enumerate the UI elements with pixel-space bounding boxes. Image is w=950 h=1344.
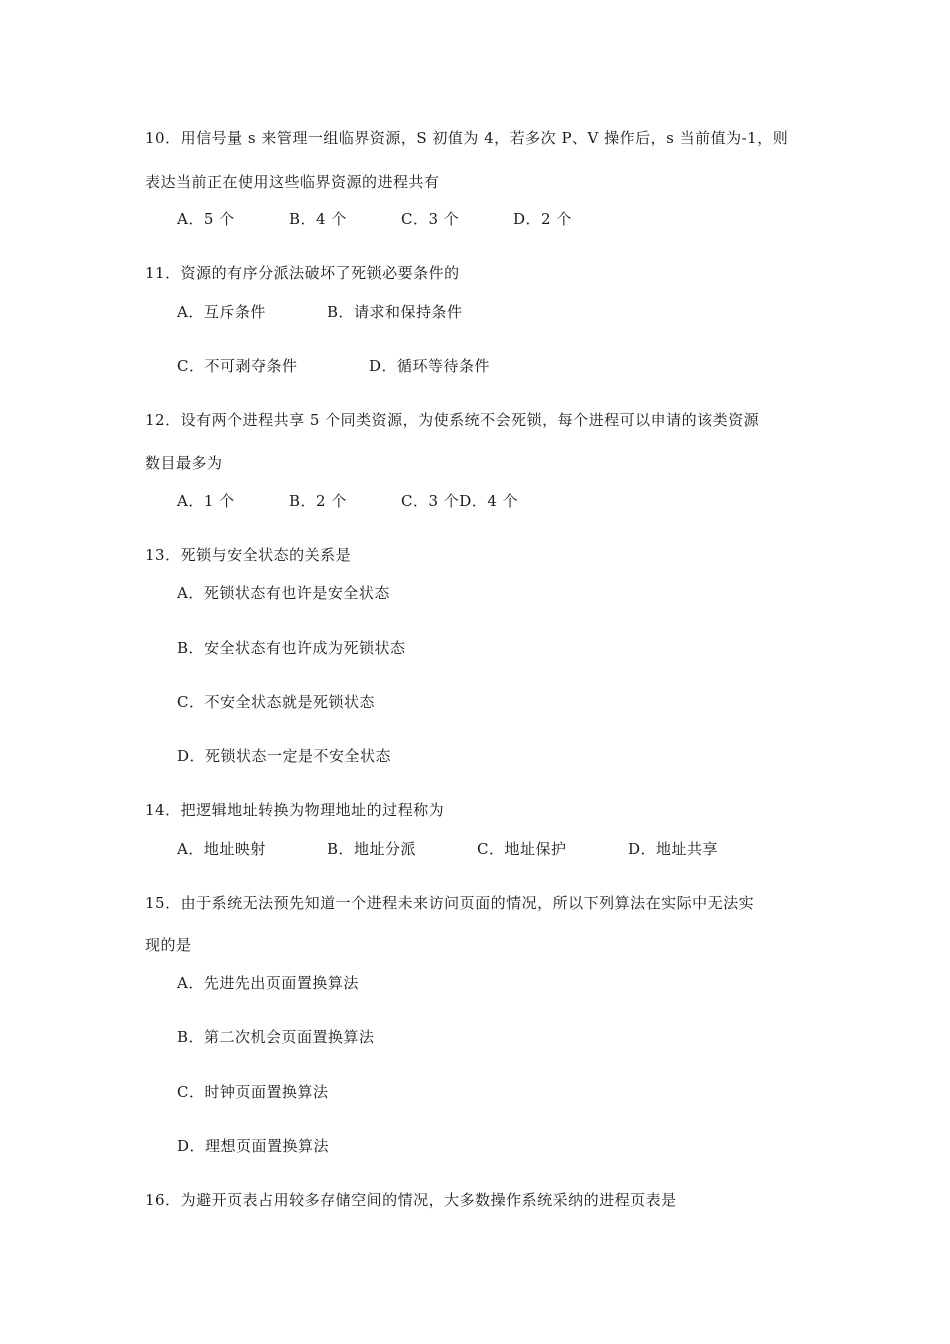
question-14-option-c: C．地址保护 <box>477 840 567 858</box>
question-10-option-d: D．2 个 <box>513 210 572 228</box>
question-11-option-a: A．互斥条件 <box>177 303 266 321</box>
question-10-option-c: C．3 个 <box>401 210 460 228</box>
question-14-option-a: A．地址映射 <box>177 840 266 858</box>
question-12-text-line-1: 12．设有两个进程共享 5 个同类资源，为使系统不会死锁，每个进程可以申请的该类资源 <box>145 411 760 429</box>
question-11-option-c: C．不可剥夺条件 <box>177 357 298 375</box>
question-13-option-a: A．死锁状态有也许是安全状态 <box>177 584 390 602</box>
question-16-text-line-1: 16．为避开页表占用较多存储空间的情况，大多数操作系统采纳的进程页表是 <box>145 1191 677 1209</box>
question-12-option-a: A．1 个 <box>177 492 235 510</box>
question-10-option-b: B．4 个 <box>289 210 347 228</box>
question-12-option-b: B．2 个 <box>289 492 347 510</box>
question-15-option-c: C．时钟页面置换算法 <box>177 1083 329 1101</box>
question-15-option-b: B．第二次机会页面置换算法 <box>177 1028 375 1046</box>
question-14-option-b: B．地址分派 <box>327 840 417 858</box>
question-13-text-line-1: 13．死锁与安全状态的关系是 <box>145 546 352 564</box>
question-10-text-line-1: 10．用信号量 s 来管理一组临界资源，S 初值为 4，若多次 P、V 操作后，s 当前值为-1，则 <box>145 129 789 147</box>
question-15-option-d: D．理想页面置换算法 <box>177 1137 330 1155</box>
question-13-option-d: D．死锁状态一定是不安全状态 <box>177 747 392 765</box>
question-11-text-line-1: 11．资源的有序分派法破坏了死锁必要条件的 <box>145 264 460 282</box>
question-15-text-line-1: 15．由于系统无法预先知道一个进程未来访问页面的情况，所以下列算法在实际中无法实 <box>145 894 755 912</box>
question-15-text-line-2: 现的是 <box>145 936 192 954</box>
question-13-option-b: B．安全状态有也许成为死锁状态 <box>177 639 406 657</box>
question-13-option-c: C．不安全状态就是死锁状态 <box>177 693 375 711</box>
question-14-option-d: D．地址共享 <box>628 840 719 858</box>
question-10-option-a: A．5 个 <box>177 210 235 228</box>
question-10-text-line-2: 表达当前正在使用这些临界资源的进程共有 <box>145 173 440 191</box>
question-12-option-c-d: C．3 个D．4 个 <box>401 492 519 510</box>
question-15-option-a: A．先进先出页面置换算法 <box>177 974 359 992</box>
question-14-text-line-1: 14．把逻辑地址转换为物理地址的过程称为 <box>145 801 445 819</box>
question-12-text-line-2: 数目最多为 <box>145 454 223 472</box>
question-11-option-d: D．循环等待条件 <box>369 357 491 375</box>
question-11-option-b: B．请求和保持条件 <box>327 303 463 321</box>
